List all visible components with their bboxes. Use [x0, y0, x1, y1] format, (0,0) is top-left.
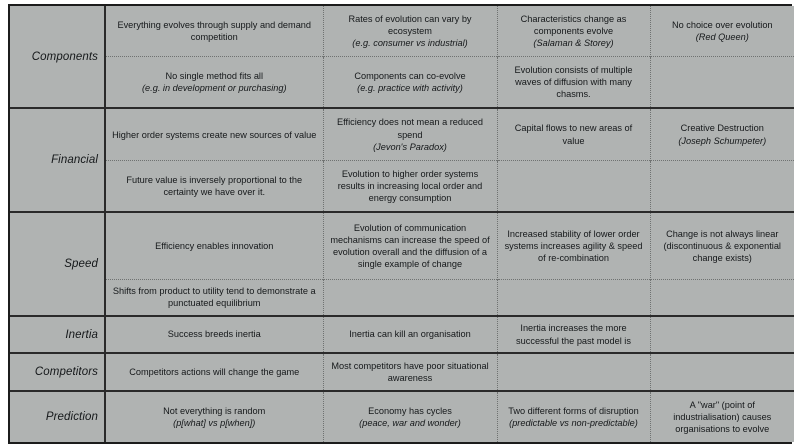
- cell-main-text: Inertia increases the more successful the past model is: [516, 323, 631, 346]
- table-cell: [650, 57, 794, 109]
- table-cell: [497, 279, 650, 316]
- cell-note-text: (e.g. practice with activity): [357, 83, 463, 94]
- cell-main-text: Economy has cycles: [368, 405, 452, 416]
- table-cell: [497, 353, 650, 390]
- table-cell: [105, 6, 323, 57]
- table-row: [10, 160, 794, 212]
- row-label-competitors: Competitors: [10, 353, 105, 390]
- table-cell: [497, 160, 650, 212]
- doctrine-table-body: [10, 6, 794, 442]
- row-label-components: Components: [10, 6, 105, 108]
- table-cell: [650, 353, 794, 390]
- row-label-financial: Financial: [10, 108, 105, 212]
- table-cell: [105, 57, 323, 109]
- table-cell: [105, 391, 323, 442]
- cell-main-text: Most competitors have poor situational awareness: [331, 360, 489, 383]
- table-cell: [323, 212, 497, 279]
- table-cell: [497, 316, 650, 353]
- row-label-prediction: Prediction: [10, 391, 105, 442]
- cell-note-text: (e.g. consumer vs industrial): [352, 38, 468, 49]
- table-cell: [105, 316, 323, 353]
- cell-main-text: Inertia can kill an organisation: [349, 329, 471, 340]
- table-cell: [323, 108, 497, 160]
- table-cell: [497, 57, 650, 109]
- table-cell: [323, 279, 497, 316]
- cell-main-text: Change is not always linear (discontinuous & exponential change exists): [663, 228, 781, 263]
- table-row: [10, 316, 794, 353]
- cell-main-text: Competitors actions will change the game: [129, 366, 300, 377]
- table-row: [10, 6, 794, 57]
- cell-main-text: Rates of evolution can vary by ecosystem: [348, 13, 472, 36]
- cell-main-text: Evolution consists of multiple waves of diffusion with many chasms.: [514, 65, 633, 100]
- cell-main-text: Not everything is random: [163, 405, 266, 416]
- cell-note-text: (Jevon's Paradox): [373, 141, 447, 152]
- table-cell: [105, 160, 323, 212]
- table-cell: [497, 6, 650, 57]
- table-row: [10, 353, 794, 390]
- table-cell: [323, 316, 497, 353]
- cell-main-text: Components can co-evolve: [354, 71, 466, 82]
- row-label-inertia: Inertia: [10, 316, 105, 353]
- table-cell: [105, 353, 323, 390]
- cell-main-text: Characteristics change as components evolve: [520, 13, 627, 36]
- table-row: [10, 212, 794, 279]
- table-cell: [497, 391, 650, 442]
- table-cell: [650, 6, 794, 57]
- table-cell: [650, 316, 794, 353]
- table-cell: [105, 108, 323, 160]
- table-cell: [323, 57, 497, 109]
- table-cell: [105, 212, 323, 279]
- table-cell: [650, 279, 794, 316]
- cell-note-text: (Salaman & Storey): [533, 38, 614, 49]
- table-row: [10, 108, 794, 160]
- cell-main-text: A "war" (point of industrialisation) causes organisations to evolve: [673, 399, 772, 434]
- doctrine-table-container: [8, 4, 792, 444]
- cell-main-text: No choice over evolution: [671, 19, 773, 30]
- cell-main-text: Efficiency enables innovation: [155, 240, 274, 251]
- table-cell: [323, 353, 497, 390]
- row-label-speed: Speed: [10, 212, 105, 316]
- table-cell: [497, 212, 650, 279]
- cell-main-text: Capital flows to new areas of value: [514, 123, 633, 146]
- table-row: [10, 391, 794, 442]
- cell-main-text: Evolution of communication mechanisms can increase the speed of evolution overall and the diffusion of a single example of change: [330, 222, 490, 269]
- cell-note-text: (peace, war and wonder): [359, 417, 461, 428]
- table-cell: [323, 391, 497, 442]
- cell-note-text: (Red Queen): [695, 32, 749, 43]
- cell-main-text: No single method fits all: [165, 71, 264, 82]
- cell-main-text: Two different forms of disruption: [508, 405, 639, 416]
- table-cell: [650, 108, 794, 160]
- cell-main-text: Future value is inversely proportional to the certainty we have over it.: [126, 174, 303, 197]
- table-cell: [650, 212, 794, 279]
- table-row: [10, 57, 794, 109]
- table-cell: [323, 6, 497, 57]
- cell-note-text: (Joseph Schumpeter): [678, 135, 767, 146]
- cell-main-text: Success breeds inertia: [167, 329, 261, 340]
- table-row: [10, 279, 794, 316]
- cell-main-text: Creative Destruction: [680, 123, 764, 134]
- doctrine-table: [10, 6, 794, 442]
- cell-main-text: Everything evolves through supply and demand competition: [117, 19, 312, 43]
- cell-main-text: Higher order systems create new sources of value: [112, 129, 317, 140]
- table-cell: [497, 108, 650, 160]
- cell-main-text: Shifts from product to utility tend to demonstrate a punctuated equilibrium: [112, 286, 316, 309]
- cell-note-text: (predictable vs non-predictable): [509, 417, 638, 428]
- cell-main-text: Increased stability of lower order systems increases agility & speed of re-combination: [504, 228, 643, 263]
- table-cell: [650, 391, 794, 442]
- cell-main-text: Evolution to higher order systems results in increasing local order and energy consumption: [337, 168, 483, 204]
- cell-note-text: (e.g. in development or purchasing): [141, 83, 287, 94]
- cell-note-text: (p[what] vs p[when]): [173, 417, 256, 428]
- table-cell: [323, 160, 497, 212]
- table-cell: [650, 160, 794, 212]
- cell-main-text: Efficiency does not mean a reduced spend: [337, 117, 483, 140]
- table-cell: [105, 279, 323, 316]
